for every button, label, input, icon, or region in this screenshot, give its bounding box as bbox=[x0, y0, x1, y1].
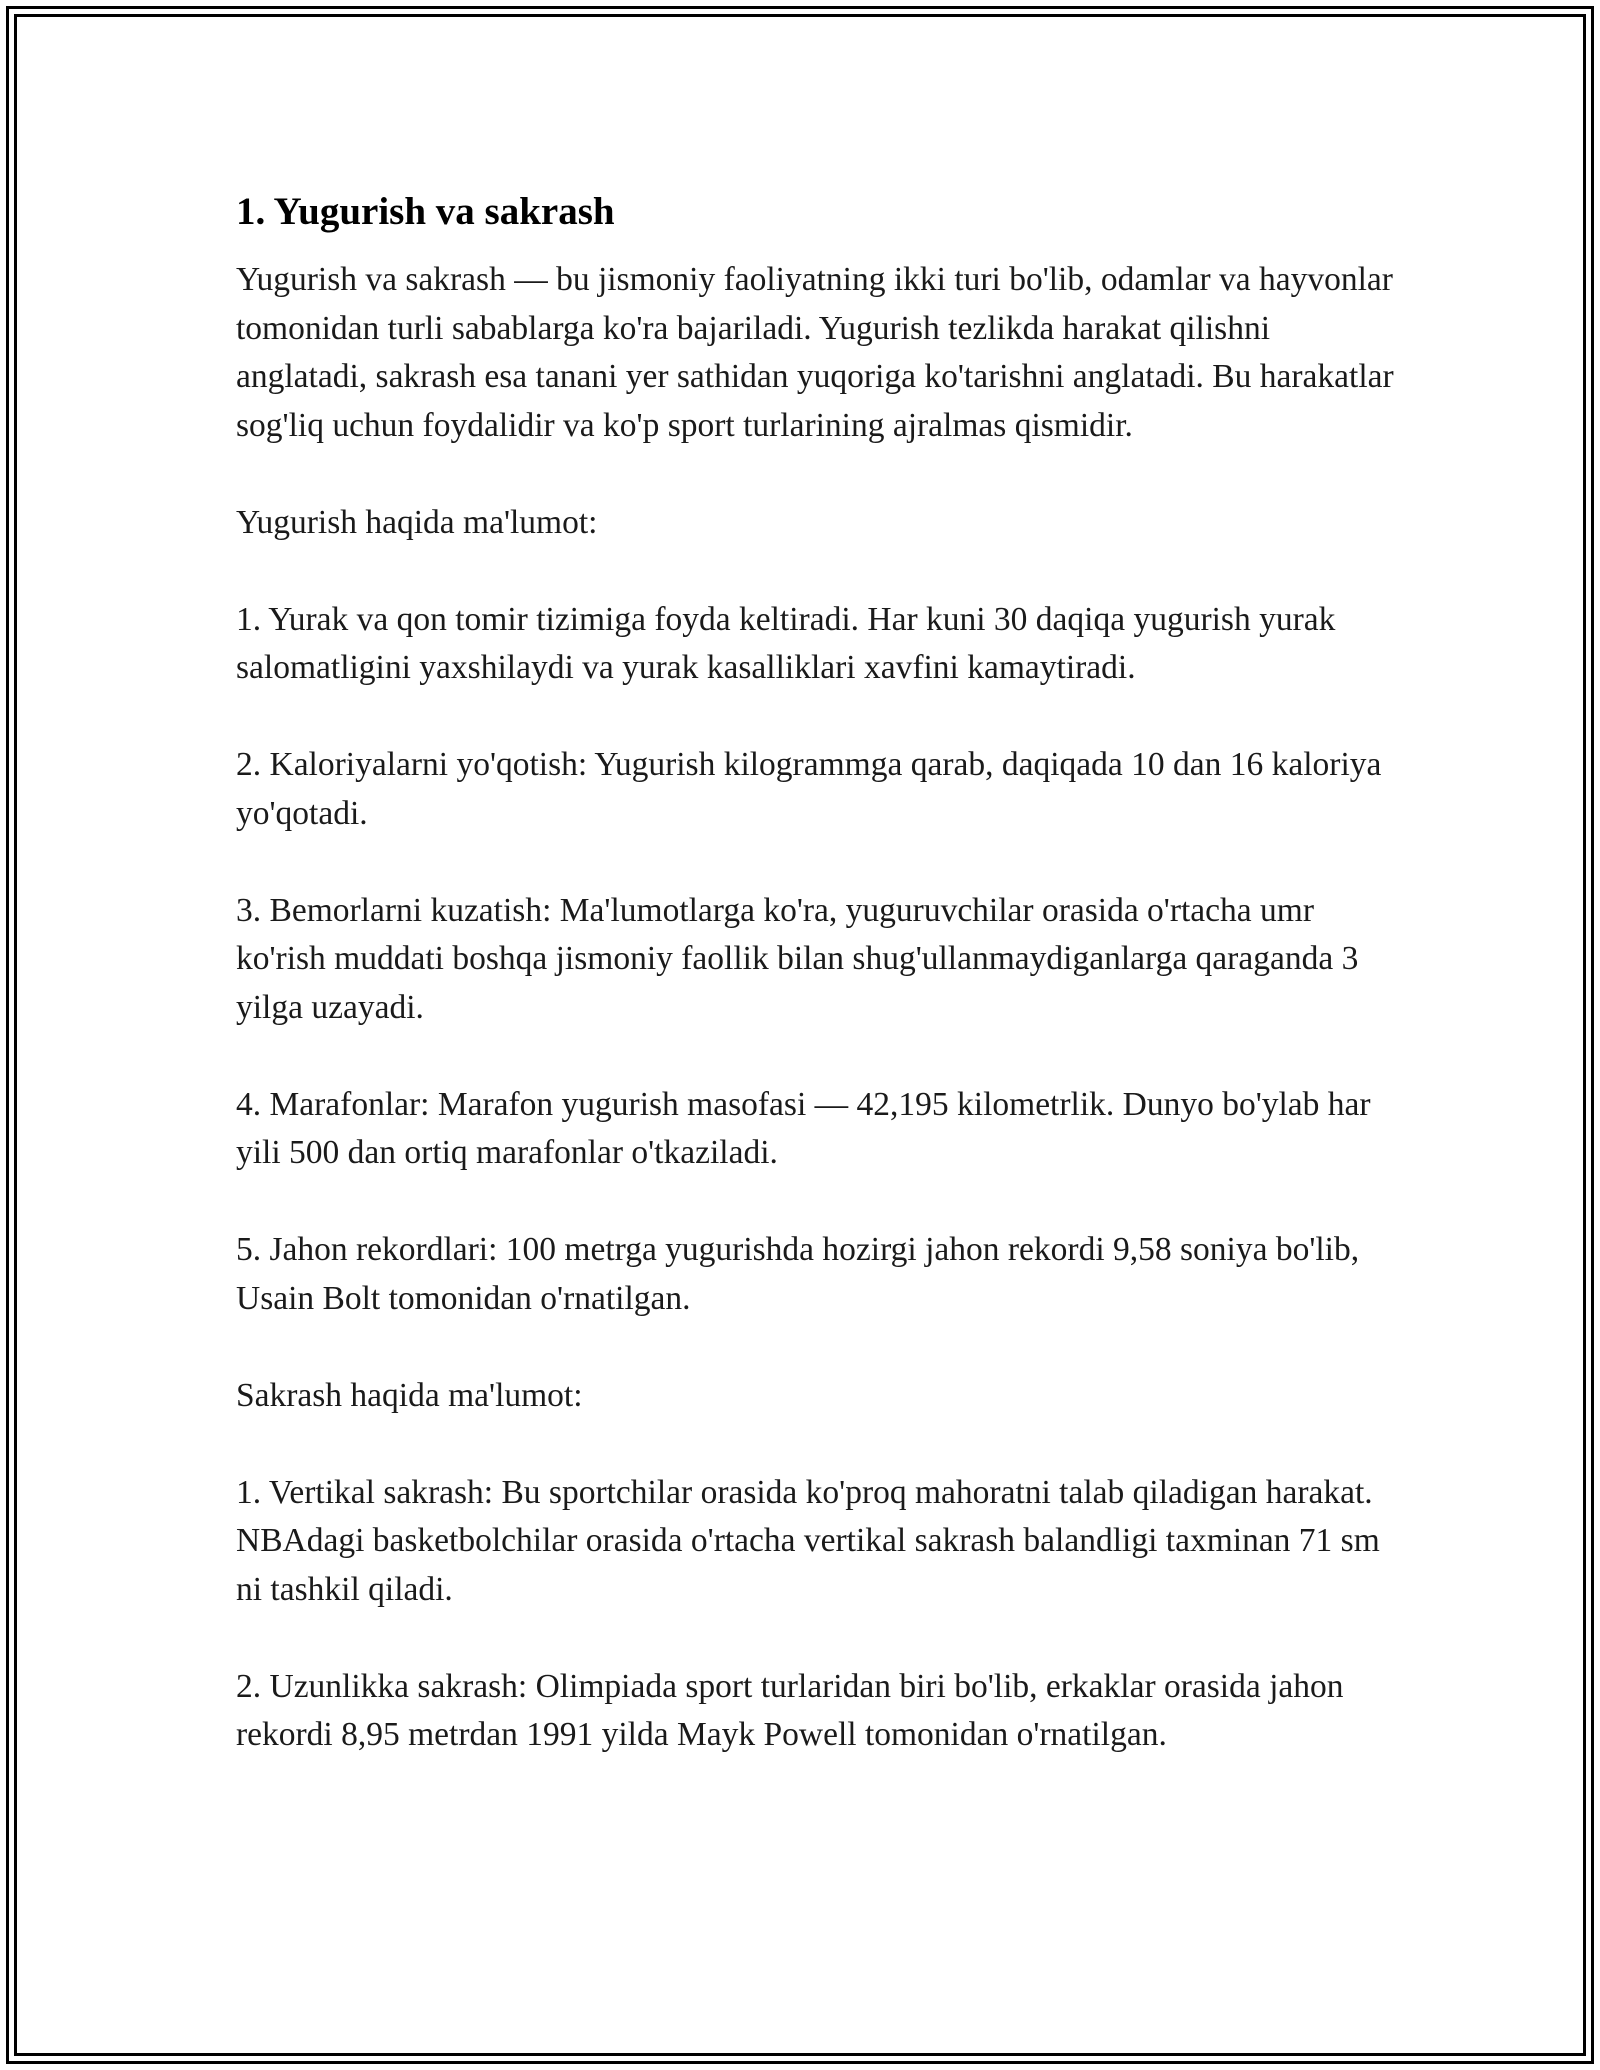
jumping-info-heading: Sakrash haqida ma'lumot: bbox=[236, 1376, 583, 1414]
jumping-fact-1: 1. Vertikal sakrash: Bu sportchilar orasida ko'proq mahoratni talab qiladigan harakat. NBAdagi basketbolchilar orasida o'rtacha vertikal sakrash balandligi taxminan 71 sm ni tashkil qiladi. bbox=[236, 1473, 1380, 1608]
running-fact-3: 3. Bemorlarni kuzatish: Ma'lumotlarga ko'ra, yuguruvchilar orasida o'rtacha umr ko'rish muddati boshqa jismoniy faollik bilan shug'ullanmaydiganlarga qaraganda 3 yilga uzayadi. bbox=[236, 891, 1359, 1026]
intro-paragraph: Yugurish va sakrash — bu jismoniy faoliyatning ikki turi bo'lib, odamlar va hayvonlar tomonidan turli sabablarga ko'ra bajariladi. Yugurish tezlikda harakat qilishni anglatadi, sakrash esa tanani yer sathidan yuqoriga ko'tarishni anglatadi. Bu harakatlar sog'liq uchun foydalidir va ko'p sport turlarining ajralmas qismidir. bbox=[236, 261, 1394, 444]
section-heading: 1. Yugurish va sakrash bbox=[236, 190, 615, 233]
running-info-heading: Yugurish haqida ma'lumot: bbox=[236, 503, 598, 541]
document-body bbox=[236, 188, 1406, 1808]
running-fact-1: 1. Yurak va qon tomir tizimiga foyda keltiradi. Har kuni 30 daqiqa yugurish yurak salomatligini yaxshilaydi va yurak kasalliklari xavfini kamaytiradi. bbox=[236, 600, 1336, 686]
jumping-fact-2: 2. Uzunlikka sakrash: Olimpiada sport turlaridan biri bo'lib, erkaklar orasida jahon rekordi 8,95 metrdan 1991 yilda Mayk Powell tomonidan o'rnatilgan. bbox=[236, 1667, 1344, 1753]
running-fact-5: 5. Jahon rekordlari: 100 metrga yugurishda hozirgi jahon rekordi 9,58 soniya bo'lib, Usain Bolt tomonidan o'rnatilgan. bbox=[236, 1231, 1360, 1317]
running-fact-4: 4. Marafonlar: Marafon yugurish masofasi — 42,195 kilometrlik. Dunyo bo'ylab har yili 500 dan ortiq marafonlar o'tkaziladi. bbox=[236, 1085, 1371, 1171]
running-fact-2: 2. Kaloriyalarni yo'qotish: Yugurish kilogrammga qarab, daqiqada 10 dan 16 kaloriya yo'qotadi. bbox=[236, 746, 1382, 832]
